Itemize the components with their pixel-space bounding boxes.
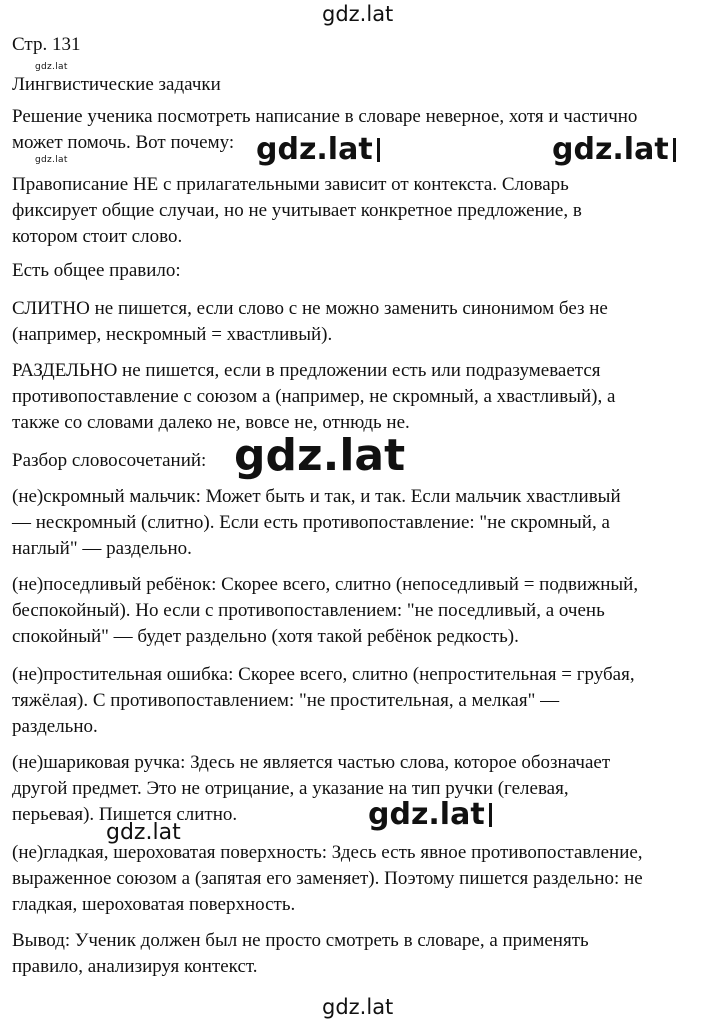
analysis-heading: Разбор словосочетаний: [12, 450, 207, 471]
intro-line: может помочь. Вот почему: [12, 132, 235, 153]
analysis-line: (не)скромный мальчик: Может быть и так, и так. Если мальчик хвастливый [12, 486, 621, 507]
analysis-line: (не)поседливый ребёнок: Скорее всего, слитно (непоседливый = подвижный, [12, 574, 639, 595]
watermark-bottom: gdz.lat [322, 995, 394, 1019]
cursor-mark [489, 803, 492, 827]
analysis-line: (не)шариковая ручка: Здесь не является частью слова, которое обозначает [12, 752, 611, 773]
analysis-line: тяжёлая). С противопоставлением: "не простительная, а мелкая" — [12, 690, 560, 711]
section-title: Лингвистические задачки [12, 74, 221, 95]
analysis-line: (не)простительная ошибка: Скорее всего, слитно (непростительная = грубая, [12, 664, 635, 685]
watermark-huge: gdz.lat [234, 430, 406, 481]
watermark-large: gdz.lat [368, 797, 492, 832]
context-line: фиксирует общие случаи, но не учитывает конкретное предложение, в [12, 200, 582, 221]
analysis-line: — нескромный (слитно). Если есть противопоставление: "не скромный, а [12, 512, 610, 533]
watermark-tiny: gdz.lat [35, 155, 68, 165]
analysis-line: раздельно. [12, 716, 98, 737]
rule-together-line: СЛИТНО не пишется, если слово с не можно заменить синонимом без не [12, 298, 608, 319]
conclusion-line: Вывод: Ученик должен был не просто смотреть в словаре, а применять [12, 930, 589, 951]
intro-line: Решение ученика посмотреть написание в словаре неверное, хотя и частично [12, 106, 638, 127]
watermark-large: gdz.lat [552, 132, 676, 167]
cursor-mark [673, 138, 676, 162]
context-line: котором стоит слово. [12, 226, 183, 247]
conclusion-line: правило, анализируя контекст. [12, 956, 258, 977]
analysis-line: спокойный" — будет раздельно (хотя такой ребёнок редкость). [12, 626, 519, 647]
rule-separate-line: противопоставление с союзом а (например, не скромный, а хвастливый), а [12, 386, 616, 407]
context-line: Правописание НЕ с прилагательными зависит от контекста. Словарь [12, 174, 569, 195]
cursor-mark [377, 138, 380, 162]
analysis-line: выраженное союзом а (запятая его заменяет). Поэтому пишется раздельно: не [12, 868, 643, 889]
analysis-line: наглый" — раздельно. [12, 538, 192, 559]
analysis-line: гладкая, шероховатая поверхность. [12, 894, 296, 915]
rule-separate-line: также со словами далеко не, вовсе не, отнюдь не. [12, 412, 410, 433]
analysis-line: другой предмет. Это не отрицание, а указание на тип ручки (гелевая, [12, 778, 569, 799]
watermark-small: gdz.lat [106, 820, 181, 845]
analysis-line: перьевая). Пишется слитно. [12, 804, 238, 825]
rule-separate-line: РАЗДЕЛЬНО не пишется, если в предложении есть или подразумевается [12, 360, 601, 381]
analysis-line: (не)гладкая, шероховатая поверхность: Здесь есть явное противопоставление, [12, 842, 643, 863]
page-label: Стр. 131 [12, 34, 81, 55]
rule-together-line: (например, нескромный = хвастливый). [12, 324, 333, 345]
rule-heading: Есть общее правило: [12, 260, 181, 281]
watermark-top: gdz.lat [322, 2, 394, 26]
analysis-line: беспокойный). Но если с противопоставлением: "не поседливый, а очень [12, 600, 605, 621]
watermark-tiny: gdz.lat [35, 62, 68, 72]
watermark-large: gdz.lat [256, 132, 380, 167]
